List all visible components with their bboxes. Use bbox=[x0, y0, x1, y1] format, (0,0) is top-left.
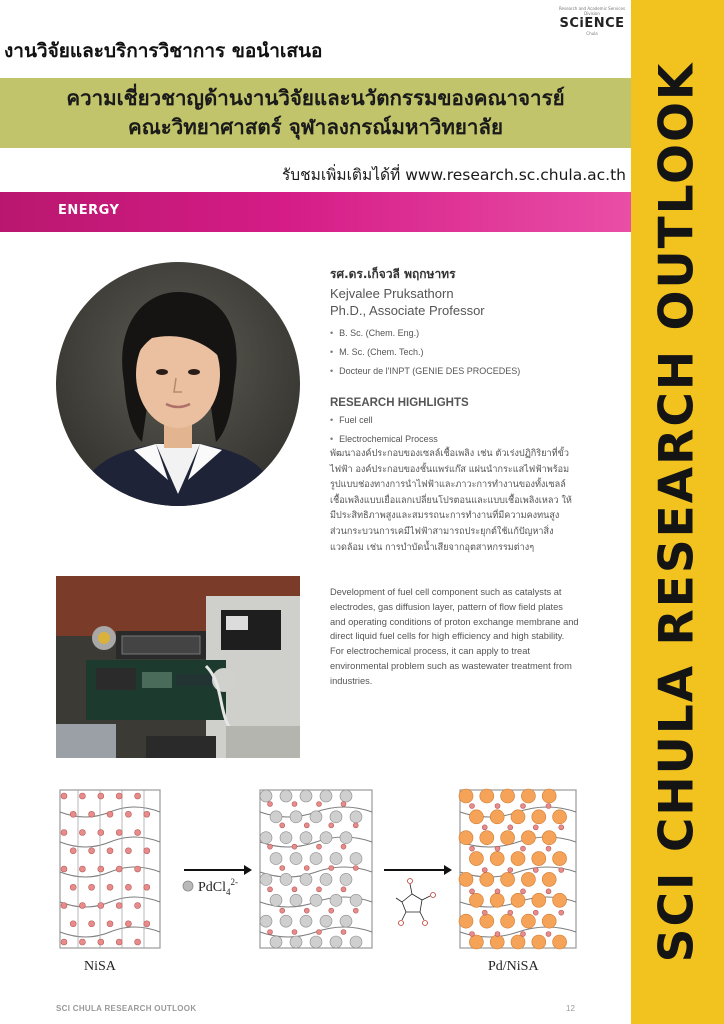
pd-precursor-atom bbox=[350, 936, 362, 948]
ni-atom bbox=[116, 903, 122, 909]
ni-atom bbox=[546, 932, 551, 937]
ni-atom bbox=[98, 830, 104, 836]
pd-nanoparticle bbox=[553, 852, 567, 866]
nisa-label: NiSA bbox=[84, 959, 116, 974]
ni-atom bbox=[280, 866, 285, 871]
ni-atom bbox=[268, 802, 273, 807]
pd-nanoparticle bbox=[469, 810, 483, 824]
pd-precursor-atom bbox=[280, 873, 292, 885]
ni-atom bbox=[329, 908, 334, 913]
ni-atom bbox=[98, 939, 104, 945]
ni-atom bbox=[533, 910, 538, 915]
ni-atom bbox=[508, 868, 513, 873]
name-thai: รศ.ดร.เก็จวลี พฤกษาทร bbox=[330, 267, 456, 281]
pd-precursor-atom bbox=[350, 853, 362, 865]
pd-nisa-structure bbox=[459, 789, 576, 949]
pd-precursor-atom bbox=[340, 873, 352, 885]
pd-nanoparticle bbox=[553, 935, 567, 949]
ni-atom bbox=[304, 908, 309, 913]
pd-nanoparticle bbox=[469, 935, 483, 949]
ni-atom bbox=[144, 811, 150, 817]
ni-atom bbox=[107, 921, 113, 927]
ni-atom bbox=[79, 866, 85, 872]
ni-atom bbox=[559, 825, 564, 830]
research-highlights-heading: RESEARCH HIGHLIGHTS bbox=[330, 397, 469, 409]
ni-atom bbox=[341, 844, 346, 849]
ni-atom bbox=[135, 866, 141, 872]
pd-precursor-atom bbox=[290, 894, 302, 906]
ni-atom bbox=[317, 844, 322, 849]
ni-atom bbox=[107, 811, 113, 817]
pd-precursor-atom bbox=[320, 915, 332, 927]
pd-precursor-atom bbox=[340, 832, 352, 844]
pd-nanoparticle bbox=[542, 789, 556, 803]
pd-precursor-atom bbox=[330, 853, 342, 865]
section-label: ENERGY bbox=[58, 203, 120, 218]
pd-precursor-atom bbox=[330, 936, 342, 948]
highlight-item: • Electrochemical Process bbox=[330, 430, 620, 449]
pd-nanoparticle bbox=[511, 935, 525, 949]
pd-precursor-atom bbox=[320, 873, 332, 885]
ni-atom bbox=[89, 848, 95, 854]
synthesis-scheme bbox=[56, 782, 604, 987]
degree-list bbox=[330, 324, 620, 381]
ni-atom bbox=[470, 889, 475, 894]
pd-nanoparticle bbox=[501, 914, 515, 928]
ni-atom bbox=[268, 844, 273, 849]
pd-precursor-atom bbox=[280, 915, 292, 927]
fuel-cell-test-station-photo bbox=[56, 576, 300, 758]
pd-precursor-atom bbox=[290, 853, 302, 865]
ni-atom bbox=[470, 804, 475, 809]
pd-nanoparticle bbox=[501, 789, 515, 803]
ni-atom bbox=[292, 887, 297, 892]
pd-nanoparticle bbox=[521, 872, 535, 886]
ni-atom bbox=[61, 830, 67, 836]
section-banner bbox=[0, 192, 631, 232]
ni-atom bbox=[107, 848, 113, 854]
pd-precursor-atom bbox=[310, 811, 322, 823]
ni-atom bbox=[98, 866, 104, 872]
pd-precursor-atom bbox=[320, 790, 332, 802]
ni-atom bbox=[495, 804, 500, 809]
ni-atom bbox=[304, 823, 309, 828]
pd-precursor-atom bbox=[310, 894, 322, 906]
ni-atom bbox=[546, 889, 551, 894]
ni-atom bbox=[98, 903, 104, 909]
ni-atom bbox=[482, 910, 487, 915]
ni-atom bbox=[280, 908, 285, 913]
ni-atom bbox=[125, 921, 131, 927]
ni-atom bbox=[508, 910, 513, 915]
ni-atom bbox=[508, 825, 513, 830]
vertical-publication-title: SCI CHULA RESEARCH OUTLOOK bbox=[649, 61, 705, 963]
ni-atom bbox=[470, 932, 475, 937]
ni-atom bbox=[482, 868, 487, 873]
title-line-1: ความเชี่ยวชาญด้านงานวิจัยและนวัตกรรมของคณาจารย์ bbox=[66, 86, 565, 110]
ni-atom bbox=[70, 848, 76, 854]
title-banner bbox=[0, 78, 631, 148]
ni-atom bbox=[89, 921, 95, 927]
pd-nanoparticle bbox=[480, 789, 494, 803]
pd-precursor-atom bbox=[260, 790, 272, 802]
ni-atom bbox=[521, 846, 526, 851]
pd-precursor-atom bbox=[340, 790, 352, 802]
pd-nanoparticle bbox=[553, 810, 567, 824]
ni-atom bbox=[495, 846, 500, 851]
pd-nanoparticle bbox=[553, 893, 567, 907]
ni-atom bbox=[292, 844, 297, 849]
pd-nanoparticle bbox=[521, 831, 535, 845]
pd-precursor-atom bbox=[340, 915, 352, 927]
pd-precursor-atom bbox=[350, 894, 362, 906]
ni-atom bbox=[317, 887, 322, 892]
pd-precursor-atom bbox=[300, 790, 312, 802]
pd-precursor-atom bbox=[270, 894, 282, 906]
pd-nanoparticle bbox=[459, 872, 473, 886]
pd-precursor-atom bbox=[270, 811, 282, 823]
ni-atom bbox=[317, 930, 322, 935]
ni-atom bbox=[341, 930, 346, 935]
pd-loaded-structure bbox=[260, 790, 372, 948]
ni-atom bbox=[353, 866, 358, 871]
pd-nanoparticle bbox=[480, 914, 494, 928]
ni-atom bbox=[116, 939, 122, 945]
pd-nanoparticle bbox=[511, 810, 525, 824]
professor-bio bbox=[330, 265, 620, 449]
pd-nanoparticle bbox=[511, 852, 525, 866]
highlights-list bbox=[330, 411, 620, 449]
pd-precursor-atom bbox=[330, 811, 342, 823]
ni-atom bbox=[89, 811, 95, 817]
description-english: Development of fuel cell component such as catalysts at electrodes, gas diffusion layer, pattern of flow field plates and operating conditions of proton exchange membrane and direct liquid fuel cells for high efficiency and high stability. For electrochemical process, it can apply to treat environmental problem such as wastewater treatment from industries. bbox=[330, 587, 579, 686]
ni-atom bbox=[521, 932, 526, 937]
ni-atom bbox=[135, 830, 141, 836]
ni-atom bbox=[107, 884, 113, 890]
pd-precursor-atom bbox=[300, 915, 312, 927]
ni-atom bbox=[61, 866, 67, 872]
pd-precursor-atom bbox=[270, 853, 282, 865]
ni-atom bbox=[280, 823, 285, 828]
ni-atom bbox=[329, 823, 334, 828]
more-info-link[interactable]: รับชมเพิ่มเติมได้ที่ www.research.sc.chula.ac.th bbox=[281, 166, 626, 184]
degree-item: • Docteur de l'INPT (GENIE DES PROCEDES) bbox=[330, 362, 620, 381]
ni-atom bbox=[521, 804, 526, 809]
ni-atom bbox=[304, 866, 309, 871]
nisa-structure bbox=[60, 790, 160, 948]
logo-caption: Research and Academic Services Division bbox=[558, 6, 626, 16]
ni-atom bbox=[144, 884, 150, 890]
ni-atom bbox=[546, 846, 551, 851]
name-english: Kejvalee Pruksathorn bbox=[330, 286, 454, 301]
pd-nisa-label: Pd/NiSA bbox=[488, 959, 539, 974]
ni-atom bbox=[144, 921, 150, 927]
ni-atom bbox=[61, 939, 67, 945]
pd-nanoparticle bbox=[490, 852, 504, 866]
ni-atom bbox=[533, 868, 538, 873]
ni-atom bbox=[546, 804, 551, 809]
pd-nanoparticle bbox=[521, 789, 535, 803]
pd-nanoparticle bbox=[490, 810, 504, 824]
ni-atom bbox=[559, 910, 564, 915]
ni-atom bbox=[144, 848, 150, 854]
ni-atom bbox=[268, 887, 273, 892]
ni-atom bbox=[70, 811, 76, 817]
degree-item: • M. Sc. (Chem. Tech.) bbox=[330, 343, 620, 362]
pd-precursor-atom bbox=[300, 832, 312, 844]
ni-atom bbox=[317, 802, 322, 807]
ni-atom bbox=[292, 930, 297, 935]
ni-atom bbox=[292, 802, 297, 807]
ni-atom bbox=[116, 793, 122, 799]
pd-nanoparticle bbox=[532, 810, 546, 824]
reaction-arrow-1 bbox=[184, 865, 252, 875]
ni-atom bbox=[79, 939, 85, 945]
ni-atom bbox=[135, 793, 141, 799]
ni-atom bbox=[61, 793, 67, 799]
pd-nanoparticle bbox=[459, 914, 473, 928]
pd-nanoparticle bbox=[490, 893, 504, 907]
reagent-label: PdCl$_4^{2-}$ bbox=[198, 877, 239, 897]
ni-atom bbox=[341, 802, 346, 807]
pd-nanoparticle bbox=[532, 852, 546, 866]
ascorbic-acid-structure bbox=[396, 879, 436, 926]
ni-atom bbox=[125, 884, 131, 890]
reaction-arrow-2 bbox=[384, 865, 452, 875]
pd-nanoparticle bbox=[501, 831, 515, 845]
logo-wordmark: SCiENCE bbox=[559, 16, 625, 31]
professor-portrait bbox=[56, 262, 300, 506]
pd-precursor-atom bbox=[280, 790, 292, 802]
pd-precursor-atom bbox=[270, 936, 282, 948]
ni-atom bbox=[89, 884, 95, 890]
pd-precursor-icon bbox=[183, 881, 193, 891]
pd-nanoparticle bbox=[542, 872, 556, 886]
pd-precursor-atom bbox=[260, 915, 272, 927]
pd-nanoparticle bbox=[459, 831, 473, 845]
pd-nanoparticle bbox=[480, 831, 494, 845]
pd-nanoparticle bbox=[521, 914, 535, 928]
ni-atom bbox=[98, 793, 104, 799]
pd-precursor-atom bbox=[290, 936, 302, 948]
ni-atom bbox=[135, 939, 141, 945]
academic-title: Ph.D., Associate Professor bbox=[330, 303, 485, 318]
highlight-item: • Fuel cell bbox=[330, 411, 620, 430]
ni-atom bbox=[61, 903, 67, 909]
pd-nanoparticle bbox=[511, 893, 525, 907]
ni-atom bbox=[79, 903, 85, 909]
ni-atom bbox=[482, 825, 487, 830]
pd-precursor-atom bbox=[310, 936, 322, 948]
ni-atom bbox=[268, 930, 273, 935]
pd-precursor-atom bbox=[290, 811, 302, 823]
ni-atom bbox=[116, 866, 122, 872]
ni-atom bbox=[470, 846, 475, 851]
pd-nanoparticle bbox=[501, 872, 515, 886]
degree-item: • B. Sc. (Chem. Eng.) bbox=[330, 324, 620, 343]
presents-heading: งานวิจัยและบริการวิชาการ ขอนำเสนอ bbox=[4, 40, 323, 62]
pd-nanoparticle bbox=[532, 935, 546, 949]
science-chula-logo bbox=[556, 6, 628, 36]
title-line-2: คณะวิทยาศาสตร์ จุฬาลงกรณ์มหาวิทยาลัย bbox=[128, 115, 503, 139]
ni-atom bbox=[353, 908, 358, 913]
ni-atom bbox=[521, 889, 526, 894]
ni-atom bbox=[70, 884, 76, 890]
logo-subcaption: Chula bbox=[586, 31, 598, 36]
ni-atom bbox=[79, 793, 85, 799]
ni-atom bbox=[329, 866, 334, 871]
ni-atom bbox=[533, 825, 538, 830]
ni-atom bbox=[353, 823, 358, 828]
footer-publication: SCI CHULA RESEARCH OUTLOOK bbox=[56, 1004, 197, 1013]
pd-precursor-atom bbox=[260, 873, 272, 885]
ni-atom bbox=[495, 932, 500, 937]
ni-atom bbox=[70, 921, 76, 927]
pd-precursor-atom bbox=[300, 873, 312, 885]
pd-precursor-atom bbox=[260, 832, 272, 844]
ni-atom bbox=[125, 811, 131, 817]
ni-atom bbox=[495, 889, 500, 894]
ni-atom bbox=[341, 887, 346, 892]
description-thai: พัฒนาองค์ประกอบของเซลล์เชื้อเพลิง เช่น ตัวเร่งปฏิกิริยาที่ขั้วไฟฟ้า องค์ประกอบของชั้นแพร่แก๊ส แผ่นนำกระแสไฟฟ้าพร้อมรูปแบบช่องทางการนำไฟฟ้าและภาวะการทำงานของทั้งเซลล์เชื้อเพลิงแบบเยื่อแลกเปลี่ยนโปรตอนและแบบเชื้อเพลิงเหลว ให้มีประสิทธิภาพสูงและสมรรถนะการทำงานที่มีความคงทนสูง ส่วนกระบวนการเคมีไฟฟ้าสามารถประยุกต์ใช้แก้ปัญหาสิ่งแวดล้อม เช่น การบำบัดน้ำเสียจากอุตสาหกรรมต่างๆ bbox=[330, 449, 572, 553]
ni-atom bbox=[135, 903, 141, 909]
pd-nanoparticle bbox=[532, 893, 546, 907]
pd-nanoparticle bbox=[490, 935, 504, 949]
ni-atom bbox=[116, 830, 122, 836]
page-number: 12 bbox=[566, 1004, 575, 1013]
pd-nanoparticle bbox=[469, 852, 483, 866]
pd-precursor-atom bbox=[320, 832, 332, 844]
ni-atom bbox=[125, 848, 131, 854]
pd-nanoparticle bbox=[459, 789, 473, 803]
pd-precursor-atom bbox=[350, 811, 362, 823]
pd-nanoparticle bbox=[469, 893, 483, 907]
pd-nanoparticle bbox=[480, 872, 494, 886]
pd-nanoparticle bbox=[542, 914, 556, 928]
pd-precursor-atom bbox=[310, 853, 322, 865]
ni-atom bbox=[559, 868, 564, 873]
ni-atom bbox=[79, 830, 85, 836]
pd-precursor-atom bbox=[280, 832, 292, 844]
pd-nanoparticle bbox=[542, 831, 556, 845]
pd-precursor-atom bbox=[330, 894, 342, 906]
